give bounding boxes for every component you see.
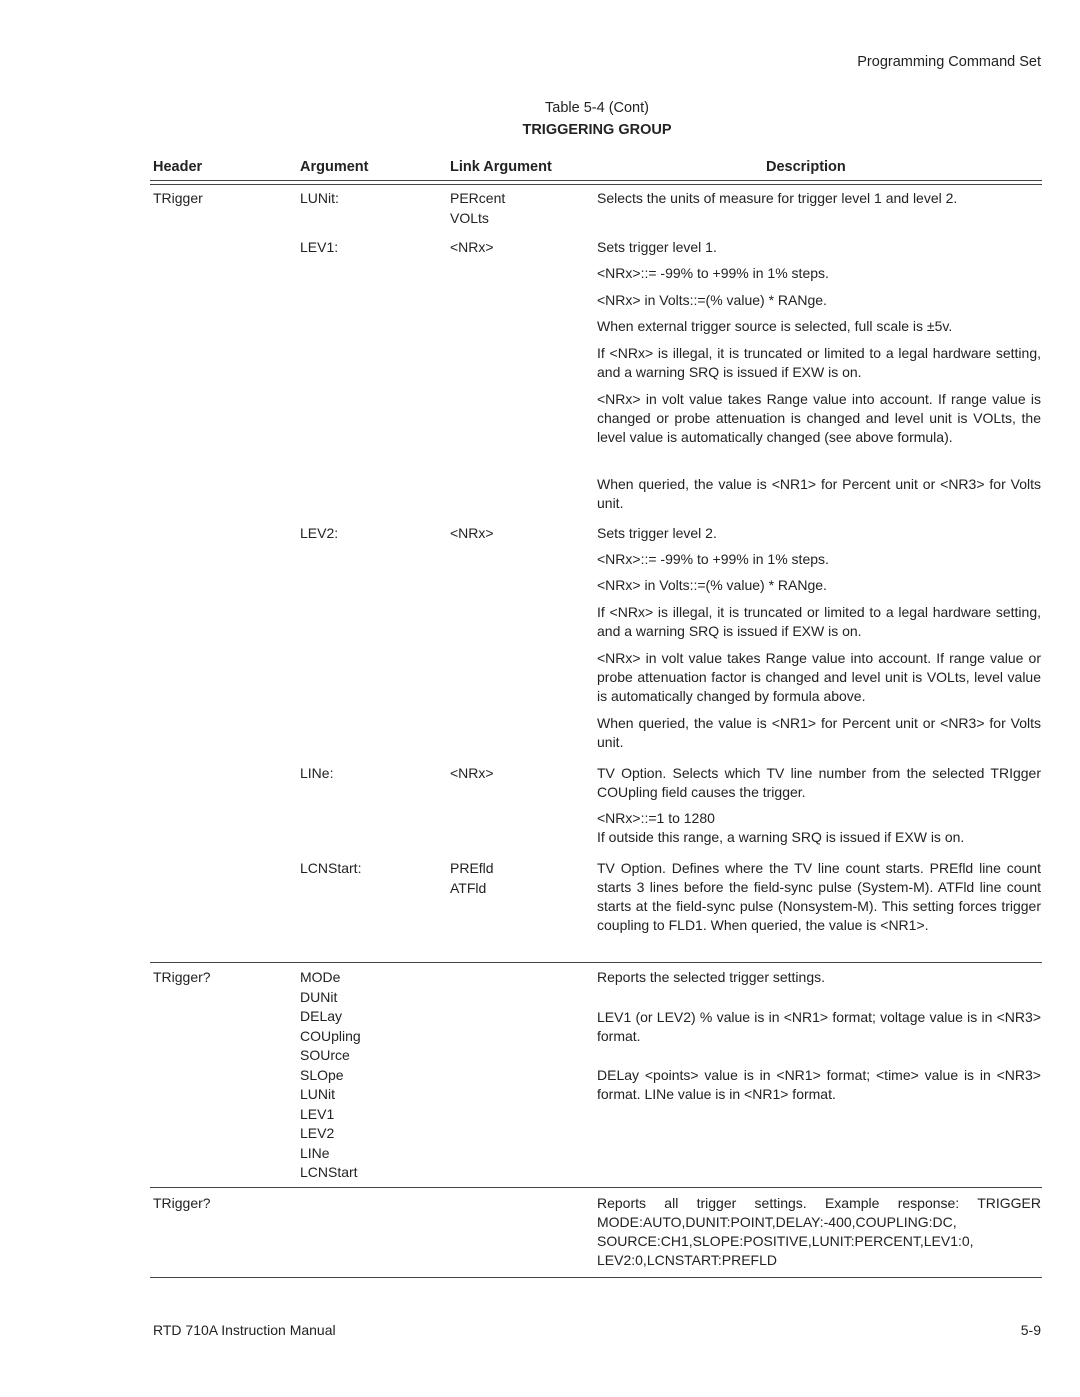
- table-bottom-rule: [150, 1277, 1042, 1278]
- row-rule: [150, 1187, 1042, 1188]
- link-argument: ATFld: [450, 879, 487, 896]
- row-header: TRigger?: [153, 1195, 211, 1211]
- column-header: Header: [153, 159, 203, 175]
- description: If <NRx> is illegal, it is truncated or limited to a legal hardware setting, and a warning SRQ is issued if EXW is on.: [597, 604, 1041, 639]
- link-argument: <NRx>: [450, 239, 494, 255]
- argument: LEV1:: [300, 239, 339, 255]
- link-arguments: [450, 189, 505, 228]
- argument: LUNit:: [300, 190, 339, 206]
- description: Reports the selected trigger settings.: [597, 969, 826, 985]
- description: <NRx>::=1 to 1280: [597, 810, 715, 826]
- page-number: 5-9: [1020, 1322, 1041, 1338]
- header-rule: [150, 184, 1042, 185]
- argument: SOUrce: [300, 1047, 350, 1063]
- argument: MODe: [300, 969, 341, 985]
- description: When queried, the value is <NR1> for Percent unit or <NR3> for Volts unit.: [597, 715, 1041, 750]
- column-link-argument: Link Argument: [450, 159, 552, 175]
- link-argument: VOLts: [450, 209, 489, 226]
- argument: COUpling: [300, 1027, 361, 1044]
- description: <NRx> in volt value takes Range value into account. If range value or probe attenuation factor is changed and level unit is VOLts, level value is automatically changed by formula above.: [597, 650, 1041, 704]
- argument-list: [300, 968, 361, 1183]
- description: TV Option. Selects which TV line number from the selected TRIgger COUpling field causes the trigger.: [597, 765, 1041, 800]
- page-header: Programming Command Set: [857, 54, 1041, 70]
- argument: LUNit: [300, 1086, 336, 1102]
- description: If <NRx> is illegal, it is truncated or limited to a legal hardware setting, and a warning SRQ is issued if EXW is on.: [597, 345, 1041, 380]
- argument: LINe: [300, 1144, 330, 1161]
- column-description: Description: [766, 159, 846, 175]
- argument: LEV2: [300, 1125, 335, 1141]
- description: LEV1 (or LEV2) % value is in <NR1> format; voltage value is in <NR3> format.: [597, 1009, 1041, 1044]
- argument: LCNStart: [300, 1164, 358, 1180]
- description: Sets trigger level 2.: [597, 525, 717, 541]
- description: <NRx>::= -99% to +99% in 1% steps.: [597, 265, 829, 281]
- argument: DELay: [300, 1008, 343, 1024]
- row-header: TRigger?: [153, 969, 211, 985]
- link-arguments: [450, 859, 494, 898]
- description: Reports all trigger settings. Example response: TRIGGER MODE:AUTO,DUNIT:POINT,DELAY:-400,COUPLING:DC, SOURCE:CH1,SLOPE:POSITIVE,LUNIT:PERCENT,LEV1:0, LEV2:0,LCNSTART:PREFLD: [597, 1195, 1041, 1268]
- description: DELay <points> value is in <NR1> format; <time> value is in <NR3> format. LINe value is in <NR1> format.: [597, 1067, 1041, 1102]
- description: When queried, the value is <NR1> for Percent unit or <NR3> for Volts unit.: [597, 476, 1041, 511]
- description: TV Option. Defines where the TV line count starts. PREfld line count starts 3 lines before the field-sync pulse (System-M). ATFld line count starts at the field-sync pulse (Nonsystem-M). This setting forces trigger coupling to FLD1. When queried, the value is <NR1>.: [597, 860, 1041, 933]
- description: Sets trigger level 1.: [597, 239, 717, 255]
- column-argument: Argument: [300, 159, 369, 175]
- argument: LEV1: [300, 1105, 335, 1122]
- description: <NRx> in Volts::=(% value) * RANge.: [597, 577, 827, 593]
- argument: SLOpe: [300, 1066, 344, 1083]
- header-rule: [150, 180, 1042, 181]
- link-argument: <NRx>: [450, 525, 494, 541]
- description: <NRx>::= -99% to +99% in 1% steps.: [597, 551, 829, 567]
- description: If outside this range, a warning SRQ is issued if EXW is on.: [597, 829, 965, 845]
- row-rule: [150, 962, 1042, 963]
- link-argument: <NRx>: [450, 765, 494, 781]
- argument: LINe:: [300, 765, 334, 781]
- link-argument: PREfld: [450, 860, 494, 876]
- footer-manual-title: RTD 710A Instruction Manual: [153, 1322, 336, 1338]
- description: When external trigger source is selected, full scale is ±5v.: [597, 318, 953, 334]
- link-argument: PERcent: [450, 190, 506, 206]
- description: Selects the units of measure for trigger level 1 and level 2.: [597, 190, 958, 206]
- row-header: TRigger: [153, 190, 203, 206]
- argument: LEV2:: [300, 525, 339, 541]
- table-subtitle: TRIGGERING GROUP: [522, 122, 672, 138]
- description: <NRx> in Volts::=(% value) * RANge.: [597, 292, 827, 308]
- table-title: Table 5-4 (Cont): [545, 100, 649, 116]
- argument: DUNit: [300, 988, 338, 1005]
- argument: LCNStart:: [300, 860, 362, 876]
- description: <NRx> in volt value takes Range value into account. If range value is changed or probe attenuation is changed and level unit is VOLts, the level value is automatically changed (see above formula).: [597, 391, 1041, 445]
